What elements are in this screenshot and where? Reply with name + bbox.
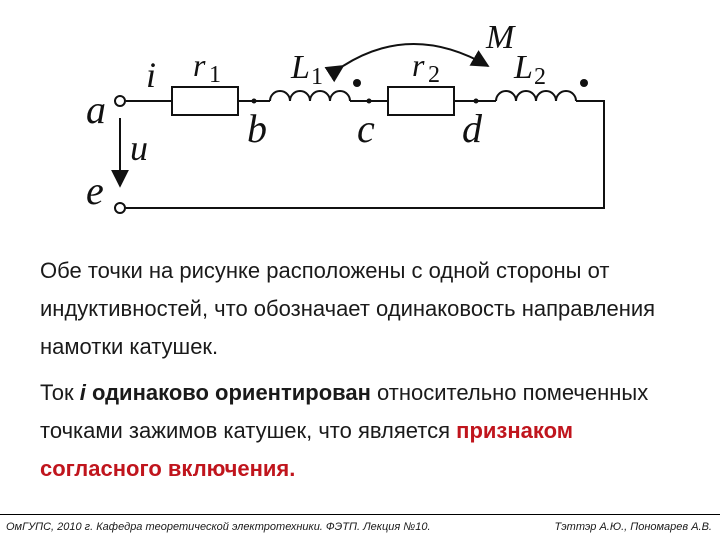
text-uniformly-oriented: одинаково ориентирован — [85, 380, 371, 405]
paragraph-polarity-dots: Обе точки на рисунке расположены с одной стороны от индуктивностей, что обозначает одинаковость направления намотки катушек. — [40, 258, 656, 359]
node-d — [474, 99, 479, 104]
label-u: u — [130, 128, 148, 168]
label-i: i — [146, 55, 157, 95]
label-M: M — [486, 19, 515, 56]
label-d: d — [462, 106, 482, 151]
resistor-r2 — [388, 87, 454, 115]
node-b — [252, 99, 257, 104]
text-series-aiding-sign: признаком согласного включения. — [40, 418, 574, 481]
label-c: c — [357, 106, 375, 151]
label-L2-subscript: 2 — [534, 64, 546, 90]
resistor-r1 — [172, 87, 238, 115]
polarity-dot-L1 — [353, 79, 361, 87]
footer-authors: Тэттэр А.Ю., Пономарев А.В. — [554, 521, 712, 533]
footer-course-info: ОмГУПС, 2010 г. Кафедра теоретической электротехники. ФЭТП. Лекция №10. — [6, 521, 431, 533]
text-current-symbol: i — [79, 380, 86, 405]
footer — [0, 514, 720, 540]
label-L2: L — [514, 49, 533, 86]
inductor-L1 — [270, 91, 350, 101]
terminal-e — [115, 203, 125, 213]
label-r1: r — [193, 47, 206, 83]
label-e: e — [86, 168, 104, 213]
label-L1-subscript: 1 — [311, 64, 323, 90]
circuit-diagram — [0, 0, 720, 240]
label-b: b — [247, 106, 267, 151]
label-r2-subscript: 2 — [428, 62, 440, 88]
polarity-dot-L2 — [580, 79, 588, 87]
label-r1-subscript: 1 — [209, 62, 221, 88]
label-r2: r — [412, 47, 425, 83]
label-a: a — [86, 87, 106, 132]
node-c — [367, 99, 372, 104]
paragraph-current-orientation — [40, 374, 700, 488]
label-L1: L — [291, 49, 310, 86]
text-current: Ток — [40, 380, 80, 405]
terminal-a — [115, 96, 125, 106]
inductor-L2 — [496, 91, 576, 101]
footer-divider — [0, 514, 720, 515]
text-relative-to-terminals: относительно помеченных точками зажимов катушек, что является — [40, 380, 649, 443]
